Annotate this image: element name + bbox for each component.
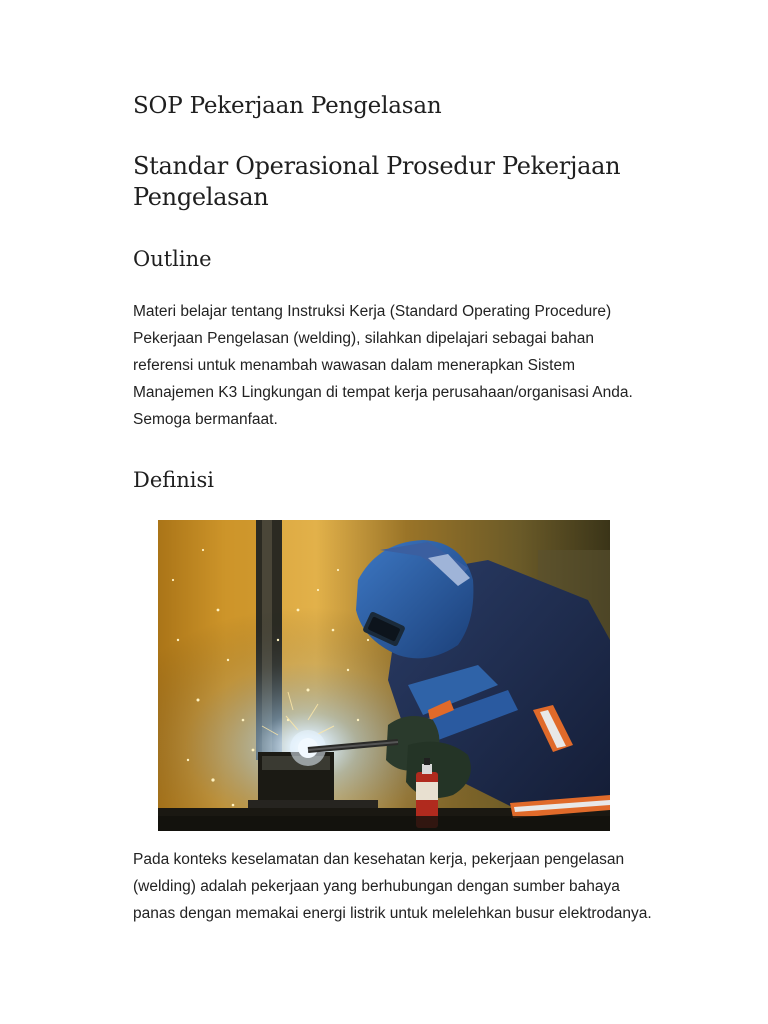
section-heading-outline: Outline (133, 247, 212, 271)
document-title: SOP Pekerjaan Pengelasan (133, 93, 442, 119)
section-heading-definisi: Definisi (133, 468, 215, 492)
document-subtitle: Standar Operasional Prosedur Pekerjaan Pengelasan (133, 152, 621, 211)
welder-illustration (158, 520, 610, 831)
outline-paragraph: Materi belajar tentang Instruksi Kerja (Standard Operating Procedure) Pekerjaan Pengelasan (welding), silahkan dipelajari sebagai bahan referensi untuk menambah wawasan dalam menerapkan Sistem Manajemen K3 Lingkungan di tempat kerja perusahaan/organisasi Anda. Semoga bermanfaat. (133, 303, 633, 428)
definisi-paragraph: Pada konteks keselamatan dan kesehatan kerja, pekerjaan pengelasan (welding) adalah pekerjaan yang berhubungan dengan sumber bahaya panas dengan memakai energi listrik untuk melelehkan busur elektrodanya. (133, 851, 652, 922)
welder-photo (158, 520, 610, 831)
